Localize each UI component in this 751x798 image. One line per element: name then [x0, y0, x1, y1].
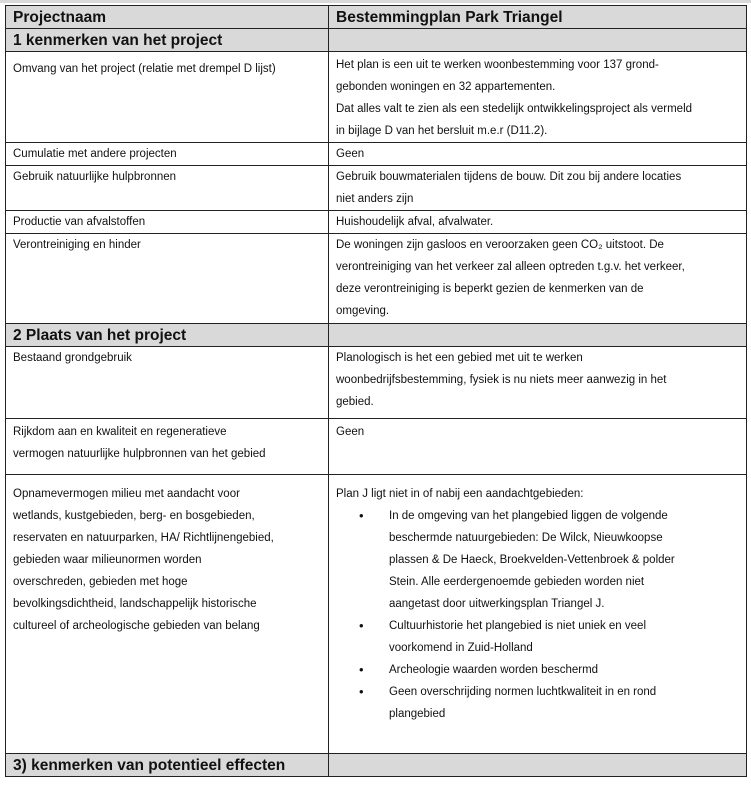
table-row: [6, 143, 747, 166]
row-value: Het plan is een uit te werken woonbestemming voor 137 grond- gebonden woningen en 32 appartementen. Dat alles valt te zien als een stedelijk ontwikkelingsproject als vermeld in bijlage D van het bersluit m.e.r (D11.2).: [329, 52, 747, 143]
row-value: Geen: [329, 419, 747, 475]
row-value: Geen: [329, 143, 747, 166]
list-item: • In de omgeving van het plangebied liggen de volgende beschermde natuurgebieden: De Wilck, Nieuwkoopse plassen & De Haeck, Broekvelden-Vettenbroek & polder Stein. Alle eerdergenoemde gebieden worden niet aangetast door uitwerkingsplan Triangel J.: [359, 505, 742, 615]
row-label: Rijkdom aan en kwaliteit en regeneratieve vermogen natuurlijke hulpbronnen van het gebied: [6, 419, 329, 475]
screening-table-container: [5, 5, 747, 777]
bullet-intro: Plan J ligt niet in of nabij een aandachtgebieden:: [336, 488, 584, 500]
row-label: Bestaand grondgebruik: [6, 347, 329, 419]
row-value: [329, 475, 747, 754]
list-item: • Archeologie waarden worden beschermd: [359, 659, 742, 681]
screening-table: [5, 5, 747, 777]
row-value: Gebruik bouwmaterialen tijdens de bouw. Dit zou bij andere locaties niet anders zijn: [329, 166, 747, 211]
section-heading-row: [6, 324, 747, 347]
section-heading-1: 1 kenmerken van het project: [6, 29, 329, 52]
table-row: [6, 52, 747, 143]
table-row: [6, 234, 747, 324]
bullet-list: [336, 505, 742, 725]
row-value: Planologisch is het een gebied met uit te werken woonbedrijfsbestemming, fysiek is nu niets meer aanwezig in het gebied.: [329, 347, 747, 419]
section-heading-row: [6, 29, 747, 52]
top-edge-strip: [0, 0, 751, 3]
table-row: [6, 211, 747, 234]
table-row: [6, 475, 747, 754]
table-row: [6, 347, 747, 419]
row-label: Omvang van het project (relatie met drempel D lijst): [6, 52, 329, 143]
section-heading-row: [6, 754, 747, 777]
section-heading-3: 3) kenmerken van potentieel effecten: [6, 754, 329, 777]
table-row: [6, 419, 747, 475]
section-heading-empty: [329, 324, 747, 347]
row-label: Productie van afvalstoffen: [6, 211, 329, 234]
header-project-title: Bestemmingplan Park Triangel: [329, 6, 747, 29]
table-header-row: [6, 6, 747, 29]
row-label: Opnamevermogen milieu met aandacht voor wetlands, kustgebieden, berg- en bosgebieden, reservaten en natuurparken, HA/ Richtlijnengebied, gebieden waar milieunormen worden overschreden, gebieden met hoge bevolkingsdichtheid, landschappelijk historische cultureel of archeologische gebieden van belang: [6, 475, 329, 754]
section-heading-2: 2 Plaats van het project: [6, 324, 329, 347]
list-item: • Geen overschrijding normen luchtkwaliteit in en rond plangebied: [359, 681, 742, 725]
list-item: • Cultuurhistorie het plangebied is niet uniek en veel voorkomend in Zuid-Holland: [359, 615, 742, 659]
table-row: [6, 166, 747, 211]
header-projectnaam: Projectnaam: [6, 6, 329, 29]
row-value: De woningen zijn gasloos en veroorzaken geen CO₂ uitstoot. De verontreiniging van het verkeer zal alleen optreden t.g.v. het verkeer, deze verontreiniging is beperkt gezien de kenmerken van de omgeving.: [329, 234, 747, 324]
section-heading-empty: [329, 29, 747, 52]
row-label: Gebruik natuurlijke hulpbronnen: [6, 166, 329, 211]
section-heading-empty: [329, 754, 747, 777]
row-value: Huishoudelijk afval, afvalwater.: [329, 211, 747, 234]
row-label: Cumulatie met andere projecten: [6, 143, 329, 166]
row-label: Verontreiniging en hinder: [6, 234, 329, 324]
